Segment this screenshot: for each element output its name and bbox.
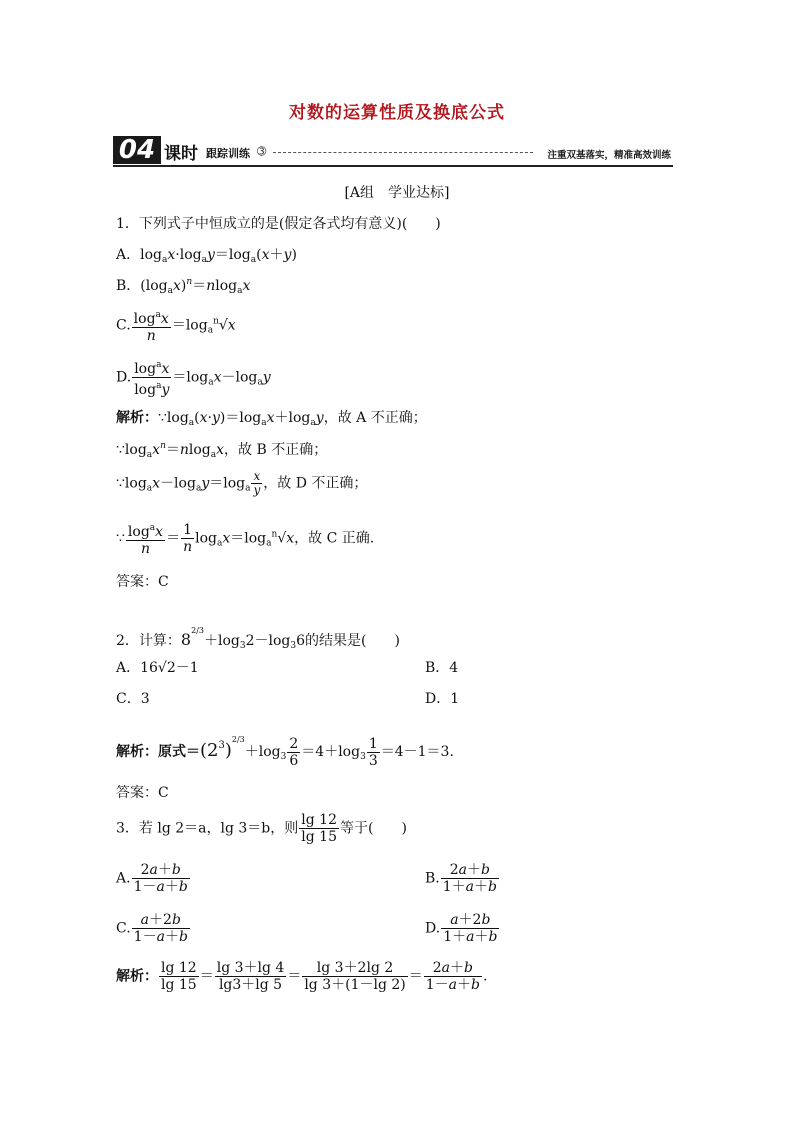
q1-option-c: C. $\frac{\log^ax}{n}$ $=\log_a^n√x$ — [116, 307, 236, 344]
option-letter: C. — [116, 920, 131, 937]
q1-option-d: D. $\frac{\log^ax}{\log^ay}$ $=\log_ax-\log_ay$ — [116, 357, 271, 398]
q1-answer: 答案：C — [116, 574, 169, 590]
q2-answer: 答案：C — [116, 785, 169, 801]
q1-option-a: A．$\log_ax\cdot\log_ay=\log_a(x+y)$ — [116, 247, 297, 265]
lesson-banner — [113, 136, 673, 166]
q2-option-d: D．1 — [425, 691, 460, 707]
q3-option-b: B. $\frac{2a+b}{1+a+b}$ — [425, 862, 497, 895]
solution-text: ，故 A 不正确； — [323, 410, 427, 426]
page-title: 对数的运算性质及换底公式 — [289, 103, 505, 123]
solution-text: ，故 B 不正确； — [224, 442, 328, 458]
q2-solution: 解析：原式$=(2^3)^{2/3}+\log_3$ $\frac{2}{6}$ $=4+\log_3$ $\frac{1}{3}$ ＝4－1＝3. — [116, 735, 454, 769]
q1-solution-1: 解析：$\because\log_a(x\cdot y)=\log_ax+\log_ay$，故 A 不正确； — [116, 410, 427, 428]
stem-text: 2．计算： — [116, 633, 181, 649]
option-letter: A． — [116, 247, 141, 263]
banner-motto: 注重双基落实，精准高效训练 — [547, 150, 671, 161]
q1-solution-4: ∵ $\frac{\log^ax}{n}$ ＝ $\frac{1}{n}$ $\log_ax=\log_a^n√x$，故 C 正确. — [116, 522, 375, 557]
q3-solution: 解析： $\frac{\lg 12}{\lg 15}$ ＝ $\frac{\lg 3+\lg 4}{\lg 3+\lg 5}$ ＝ $\frac{\lg 3+2\lg 2}{\lg 3+(1-\lg 2)}$ ＝ $\frac{2a+b}{1-a+b}$ . — [116, 960, 488, 993]
option-letter: B． — [116, 278, 141, 294]
q3-option-d: D. $\frac{a+2b}{1+a+b}$ — [425, 912, 498, 945]
group-heading: [A组 学业达标] — [344, 185, 450, 201]
lesson-number: 04 — [113, 136, 161, 164]
q1-stem: 1．下列式子中恒成立的是(假定各式均有意义)( ) — [116, 216, 441, 232]
lesson-unit: 课时 — [164, 144, 198, 164]
dashed-divider — [273, 152, 533, 153]
q1-solution-3: $\because\log_ax-\log_ay=\log_a$ $\frac{x}{y}$ ，故 D 不正确； — [116, 469, 368, 497]
stem-text: 3．若 lg 2＝a，lg 3＝b，则 — [116, 820, 299, 837]
solution-text: ，故 C 正确. — [294, 530, 375, 547]
solution-label: 解析：原式＝ — [116, 744, 200, 760]
option-letter: C. — [116, 317, 131, 334]
q1-option-b: B．$(\log_ax)^n=nlog_ax$ — [116, 277, 251, 296]
q2-option-b: B．4 — [425, 660, 459, 676]
solution-label: 解析： — [116, 968, 158, 985]
option-letter: D. — [116, 369, 132, 386]
arrow-icon: ➂ — [257, 145, 267, 158]
stem-text: 的结果是( ) — [305, 633, 400, 649]
option-letter: A. — [116, 870, 131, 887]
solution-label: 解析： — [116, 410, 158, 426]
q2-stem: 2．计算：$8^{2/3}+\log_32-\log_36$的结果是( ) — [116, 626, 400, 651]
banner-label: 跟踪训练 — [206, 147, 250, 160]
q3-stem: 3．若 lg 2＝a，lg 3＝b，则 $\frac{\lg 12}{\lg 15}$ 等于( ) — [116, 812, 407, 845]
q1-solution-2: $\because\log_ax^n=nlog_ax$，故 B 不正确； — [116, 441, 328, 460]
q3-option-c: C. $\frac{a+2b}{1-a+b}$ — [116, 912, 188, 945]
q2-option-c: C．3 — [116, 691, 150, 707]
banner-rule — [113, 165, 673, 167]
q2-option-a: A．16√2－1 — [116, 660, 199, 676]
solution-text: ，故 D 不正确； — [263, 475, 368, 492]
q3-option-a: A. $\frac{2a+b}{1-a+b}$ — [116, 862, 188, 895]
option-letter: B. — [425, 870, 440, 887]
option-letter: D. — [425, 920, 441, 937]
stem-text: 等于( ) — [339, 820, 407, 837]
